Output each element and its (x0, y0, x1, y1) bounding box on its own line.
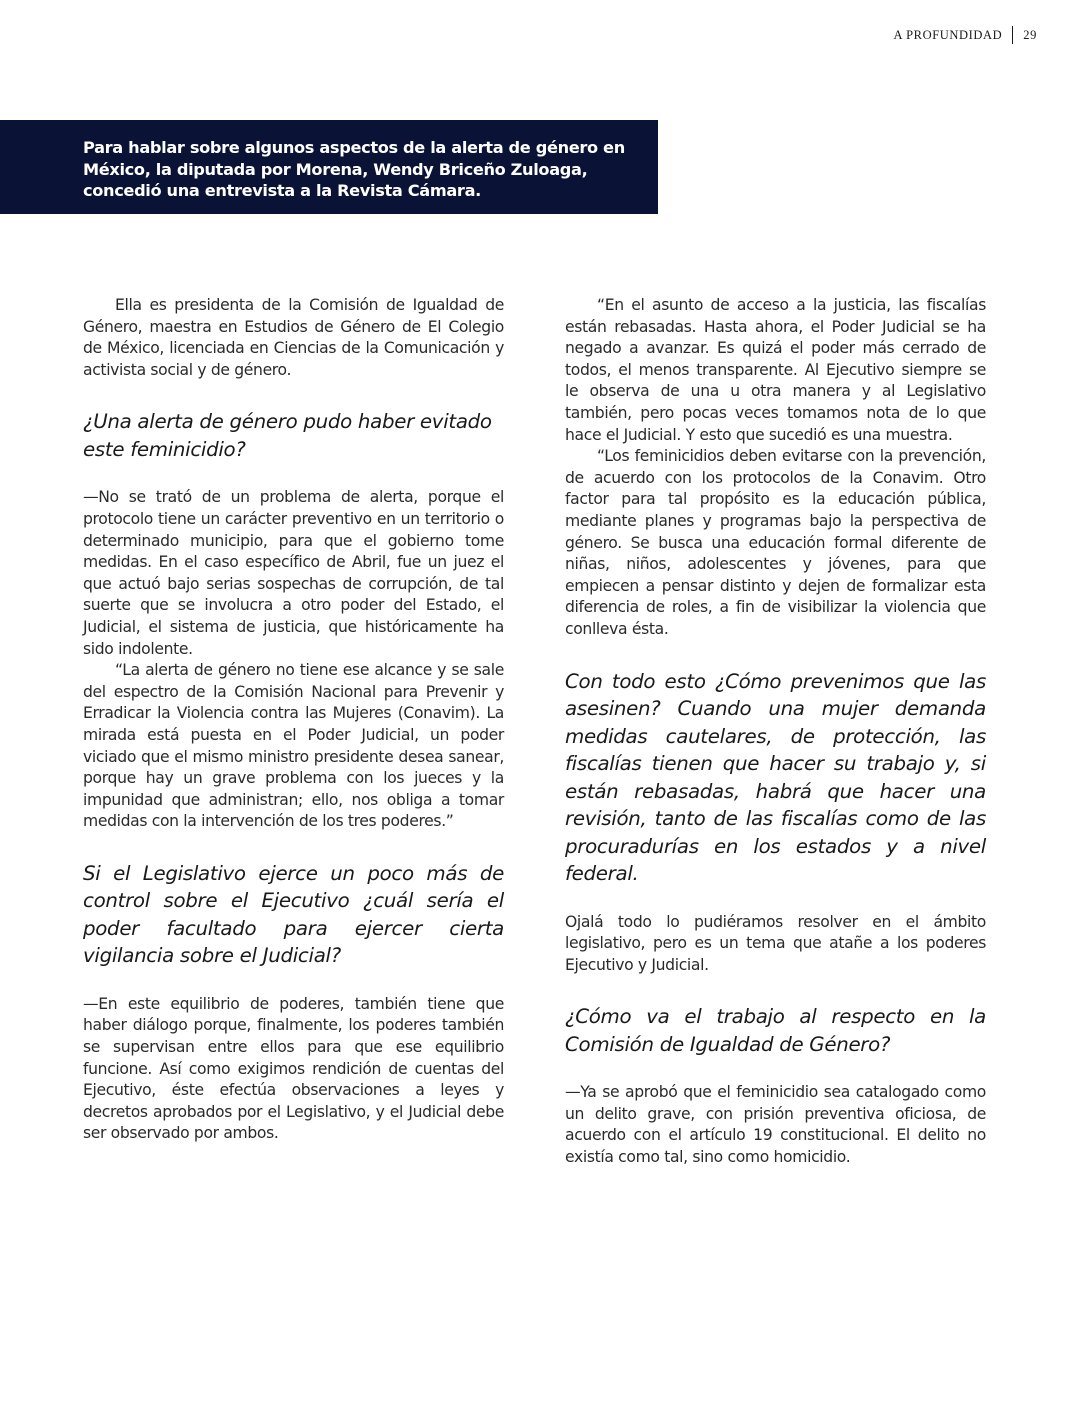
answer-2: —En este equilibrio de poderes, también tiene que haber diálogo porque, finalmente, los poderes también se supervisan entre ellos para que ese equilibrio funcione. Así como exigimos rendición de cuentas del Ejecutivo, éste efectúa observaciones a leyes y decretos aprobados por el Legislativo, y el Judicial debe ser observado por ambos. (83, 994, 504, 1143)
question-3: Con todo esto ¿Cómo prevenimos que las asesinen? Cuando una mujer demanda medidas cautelares, de protección, las fiscalías tienen que hacer su trabajo y, si están rebasadas, habrá que hacer una revisión, tanto de las fiscalías como de las procuradurías en los estados y a nivel federal. (565, 669, 986, 885)
running-head (893, 26, 1037, 44)
right-paragraph-1: “En el asunto de acceso a la justicia, las fiscalías están rebasadas. Hasta ahora, el Poder Judicial se ha negado a avanzar. Es quizá el poder más cerrado de todos, el menos transparente. Al Ejecutivo siempre se le observa de una u otra manera y al Legislativo también, pero pocas veces tomamos nota de lo que hace el Judicial. Y esto que sucedió es una muestra. (565, 296, 986, 444)
lead-text: Para hablar sobre algunos aspectos de la alerta de género en México, la diputada por Morena, Wendy Briceño Zuloaga, concedió una entrevista a la Revista Cámara. (83, 138, 625, 200)
answer-1-paragraph-1: —No se trató de un problema de alerta, porque el protocolo tiene un carácter preventivo en un territorio o determinado municipio, para que el gobierno tome medidas. En el caso específico de Abril, fue un juez el que actuó bajo serias sospechas de corrupción, de tal suerte que se involucra a otro poder del Estado, el Judicial, el sistema de justicia, que históricamente ha sido indolente. (83, 488, 504, 658)
question-2: Si el Legislativo ejerce un poco más de control sobre el Ejecutivo ¿cuál sería el poder facultado para ejercer cierta vigilancia sobre el Judicial? (83, 861, 504, 968)
header-divider (1012, 26, 1013, 44)
intro-paragraph: Ella es presidenta de la Comisión de Igualdad de Género, maestra en Estudios de Género de El Colegio de México, licenciada en Ciencias de la Comunicación y activista social y de género. (83, 296, 504, 379)
answer-1-paragraph-2: “La alerta de género no tiene ese alcance y se sale del espectro de la Comisión Nacional para Prevenir y Erradicar la Violencia contra las Mujeres (Conavim). La mirada está puesta en el Poder Judicial, un poder viciado que el mismo ministro presidente desea sanear, porque hay un grave problema con los jueces y la impunidad que administran; ello, nos obliga a tomar medidas con la intervención de los tres poderes.” (83, 661, 504, 831)
answer-4: —Ya se aprobó que el feminicidio sea catalogado como un delito grave, con prisión preventiva oficiosa, de acuerdo con el artículo 19 constitucional. El delito no existía como tal, sino como homicidio. (565, 1083, 986, 1167)
question-4: ¿Cómo va el trabajo al respecto en la Comisión de Igualdad de Género? (565, 1005, 986, 1056)
question-1: ¿Una alerta de género pudo haber evitado este feminicidio? (83, 410, 492, 461)
left-column (83, 295, 504, 1145)
right-paragraph-2: “Los feminicidios deben evitarse con la prevención, de acuerdo con los protocolos de la Conavim. Otro factor para tal propósito es la educación pública, mediante planes y programas bajo la perspectiva de género. Se busca una educación formal diferente de niñas, niños, adolescentes y jóvenes, para que empiecen a pensar distinto y dejen de formalizar esta diferencia de roles, a fin de visibilizar la violencia que conlleva ésta. (565, 447, 986, 638)
right-column (565, 295, 986, 1169)
section-title: A PROFUNDIDAD (893, 27, 1003, 42)
lead-box (0, 120, 658, 214)
page-number: 29 (1023, 27, 1037, 42)
answer-3: Ojalá todo lo pudiéramos resolver en el ámbito legislativo, pero es un tema que atañe a los poderes Ejecutivo y Judicial. (565, 912, 986, 974)
